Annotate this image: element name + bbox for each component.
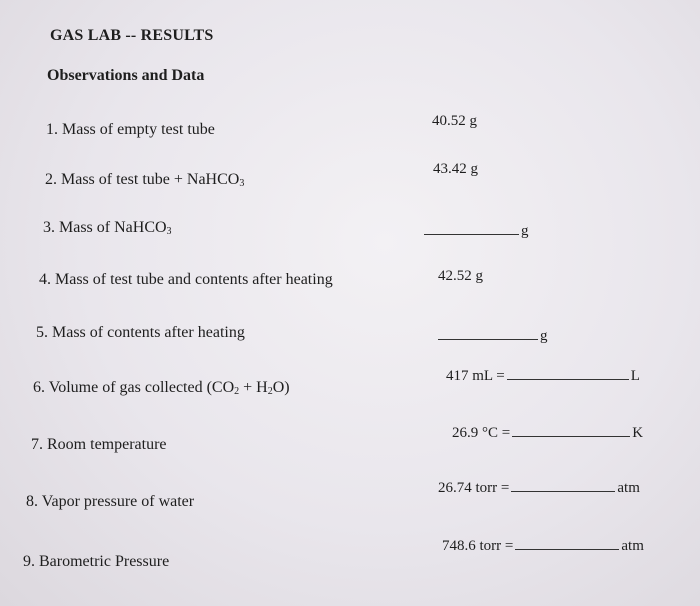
subscript: 3 (166, 226, 172, 237)
item-8-label (26, 493, 194, 511)
item-1-label (46, 121, 215, 139)
item-6-label (33, 379, 290, 397)
unit-label: g (521, 223, 529, 239)
item-number: 5. (36, 324, 48, 341)
item-text: Mass of NaHCO (59, 219, 167, 236)
given-value: 748.6 torr = (442, 538, 514, 554)
item-7-answer (452, 422, 643, 442)
item-8-answer (438, 477, 640, 497)
item-4-value: 42.52 g (438, 268, 483, 284)
subscript: 2 (267, 386, 273, 397)
answer-blank[interactable] (424, 220, 519, 235)
document-title: GAS LAB -- RESULTS (50, 27, 214, 44)
item-number: 4. (39, 271, 51, 288)
item-text: Vapor pressure of water (41, 493, 195, 510)
item-text: Mass of test tube and contents after heating (55, 271, 333, 288)
item-4-label (39, 271, 333, 289)
item-text: Mass of empty test tube (62, 121, 215, 138)
item-2-label (45, 171, 244, 189)
given-value: 26.74 torr = (438, 480, 510, 496)
item-number: 9. (23, 553, 35, 570)
unit-label: g (540, 328, 548, 344)
item-text: Mass of contents after heating (52, 324, 245, 341)
item-number: 1. (46, 121, 58, 138)
answer-blank[interactable] (507, 365, 629, 380)
subscript: 3 (239, 178, 245, 189)
section-heading: Observations and Data (47, 67, 205, 84)
answer-blank[interactable] (438, 325, 538, 340)
item-text: + H (239, 379, 268, 396)
given-value: 26.9 °C = (452, 425, 511, 441)
item-number: 7. (31, 436, 43, 453)
unit-label: atm (617, 480, 640, 496)
item-2-value: 43.42 g (433, 161, 478, 177)
item-text: O) (272, 379, 290, 396)
item-9-answer (442, 535, 644, 555)
item-5-label (36, 324, 245, 342)
item-number: 3. (43, 219, 55, 236)
item-9-label (23, 553, 169, 571)
given-value: 417 mL = (446, 368, 505, 384)
unit-label: K (632, 425, 644, 441)
unit-label: atm (621, 538, 644, 554)
item-text: Barometric Pressure (39, 553, 170, 570)
item-number: 6. (33, 379, 45, 396)
item-number: 8. (26, 493, 38, 510)
item-text: Room temperature (47, 436, 167, 453)
item-1-value: 40.52 g (432, 113, 477, 129)
item-number: 2. (45, 171, 57, 188)
item-3-answer (422, 220, 529, 240)
unit-label: L (630, 368, 640, 384)
answer-blank[interactable] (515, 535, 619, 550)
item-3-label (43, 219, 172, 237)
item-7-label (31, 436, 167, 454)
item-text: Volume of gas collected (CO (48, 379, 235, 396)
item-text: Mass of test tube + NaHCO (61, 171, 240, 188)
answer-blank[interactable] (511, 477, 615, 492)
subscript: 2 (234, 386, 240, 397)
answer-blank[interactable] (512, 422, 630, 437)
item-6-answer (446, 365, 640, 385)
item-5-answer (436, 325, 548, 345)
